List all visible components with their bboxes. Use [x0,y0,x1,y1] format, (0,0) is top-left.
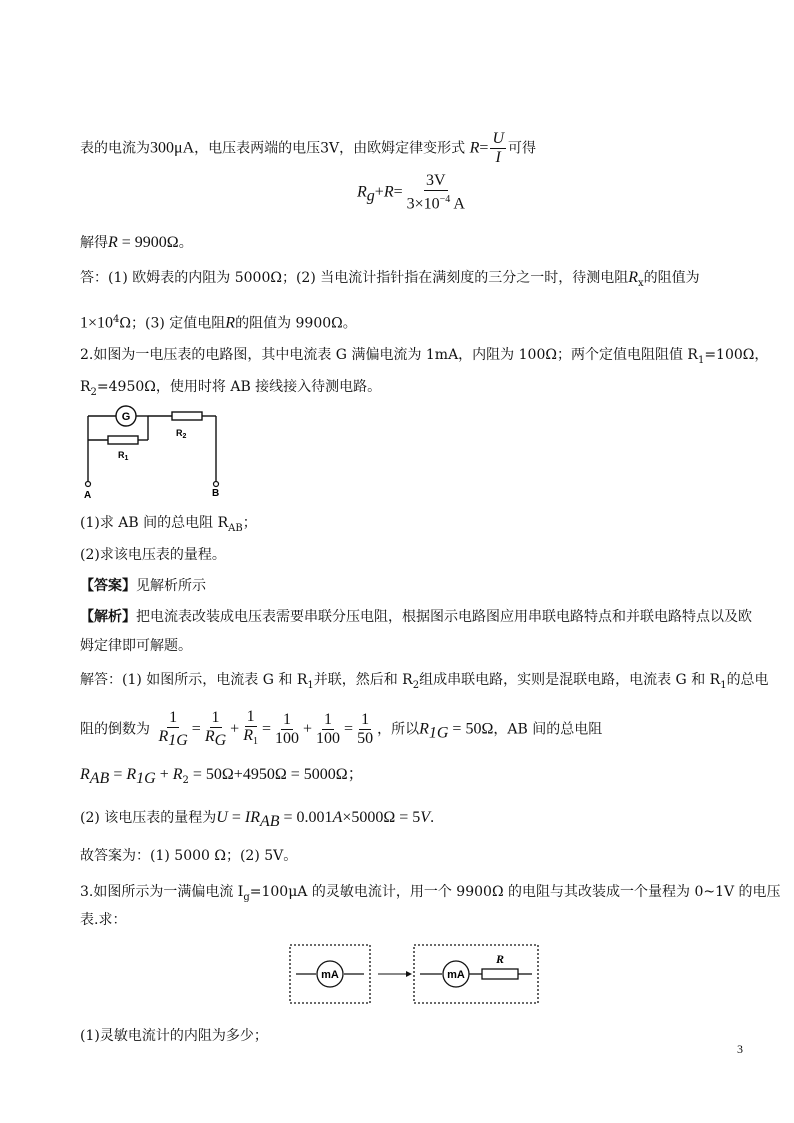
arrow-icon [406,971,412,977]
label-r2: $R_2$ [176,428,187,440]
fraction: $\frac{U}{I}$ [492,130,504,166]
page-number: 3 [737,1042,743,1056]
text-line: 解得R = 9900Ω。 [80,234,193,251]
text-line: 表的电流为300μA，电压表两端的电压3V，由欧姆定律变形式 R= $\frac{U}{I}$ 可得 [80,130,536,166]
resistor-r2 [172,412,202,420]
text-line: $R_{AB} = R_{1G} + R_2 = 50\Omega+4950\Omega = 5000\Omega$； [80,766,364,787]
resistor-r [482,969,518,979]
text-line: 表.求： [80,912,127,928]
text-line: 【答案】见解析所示 [80,578,206,594]
text-line: $R_2=4950\Omega$，使用时将 AB 接线接入待测电路。 [80,379,382,398]
ammeter-conversion-diagram [288,943,542,1005]
text-line: $1\times 10^4\Omega$；(3) 定值电阻R的阻值为 9900Ω。 [80,314,357,332]
circuit-diagram [78,404,238,500]
terminal-a-icon [86,482,91,487]
text-line: 姆定律即可解题。 [80,638,192,654]
fraction: $\frac{3V}{3\times 10^{-4} A}$ [406,172,465,213]
text-line: 故答案为：(1) 5000 Ω；(2) 5V。 [80,848,298,864]
text-line: 2.如图为一电压表的电路图，其中电流表 G 满偏电流为 1mA，内阻为 100Ω；两个定值电阻阻值 $R_1=100\Omega$， [80,347,769,366]
text-line: (1)灵敏电流计的内阻为多少； [80,1028,268,1044]
text-line: 解答：(1) 如图所示，电流表 G 和 $R_1$并联，然后和 $R_2$组成串联电路，实则是混联电路，电流表 G 和 $R_1$的总电 [80,672,769,691]
text-line: 【解析】把电流表改装成电压表需要串联分压电阻，根据图示电路图应用串联电路特点和并联电路特点以及欧 [80,609,752,625]
text-line: 3.如图所示为一满偏电流 $I_g=100\mu A$ 的灵敏电流计，用一个 9900Ω 的电阻与其改装成一个量程为 0~1V 的电压 [80,884,781,903]
terminal-b-icon [214,482,219,487]
text-line: (1)求 AB 间的总电阻 $R_{AB}$； [80,515,257,534]
resistor-label: R [496,952,505,966]
text-line: 答：(1) 欧姆表的内阻为 5000Ω；(2) 当电流计指针指在满刻度的三分之一时，待测电阻$R_x$的阻值为 [80,269,700,289]
text-line: (2) 该电压表的量程为$U = IR_{AB} = 0.001A\times 5000\Omega = 5V$. [80,809,435,830]
text-line: (2)求该电压表的量程。 [80,547,226,563]
resistor-r1 [108,436,138,444]
ammeter-label: mA [321,969,339,981]
equation: $R_g+R=$ $\frac{3V}{3\times 10^{-4} A}$ [357,172,465,213]
ammeter-label: mA [447,969,465,981]
label-r1: $R_1$ [118,450,129,462]
galvanometer-label: G [121,411,131,423]
label-a: A [84,490,92,500]
label-b: B [212,488,220,499]
text-line: 阻的倒数为 $\frac{1}{R_{1G}}$ = $\frac{1}{R_G}$ + $\frac{1}{R_1}$ = $\frac{1}{100}$ + $\frac{1}{100}$ = $\frac{1}{50}$ ，所以$R_{1G} = 50\Omega$，AB 间的总电阻 [80,708,603,750]
